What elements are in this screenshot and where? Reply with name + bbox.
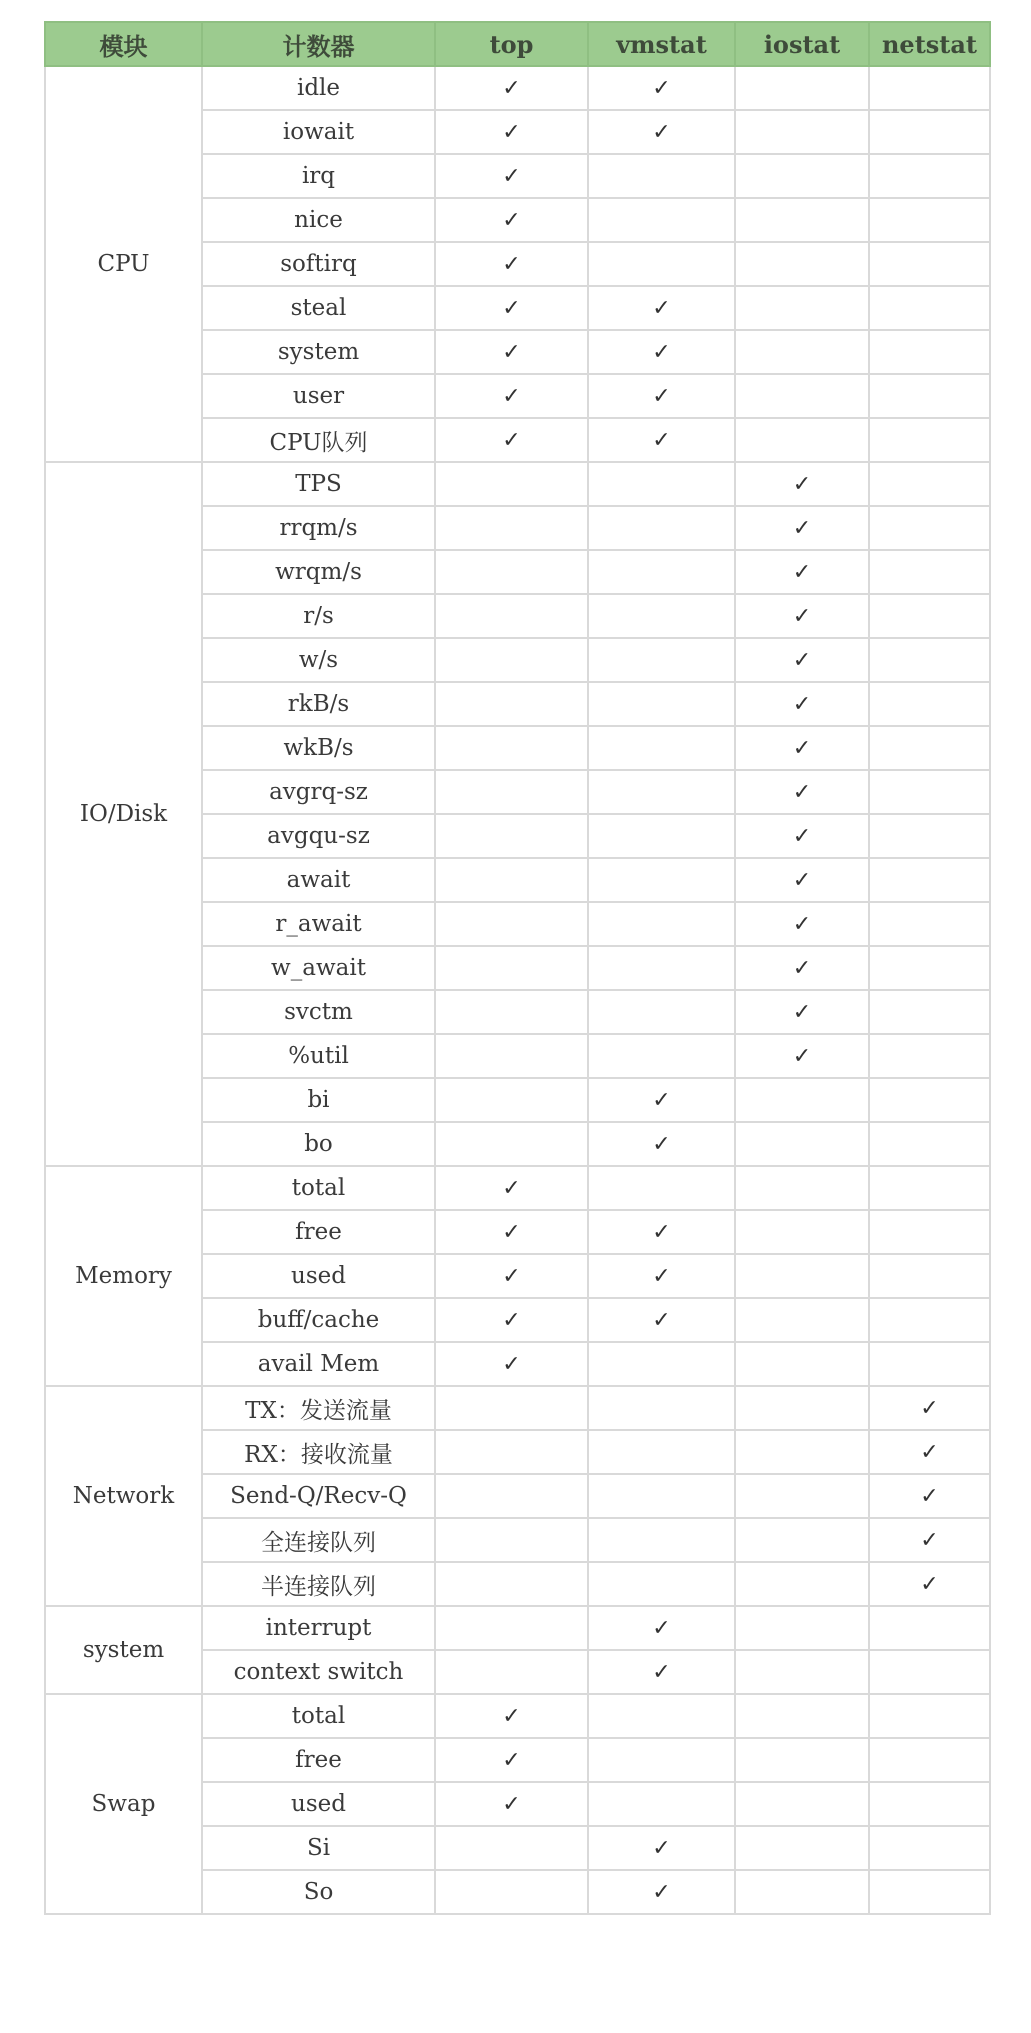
top-check-cell [435, 1254, 588, 1298]
top-check-cell [435, 1210, 588, 1254]
check-icon: ✓ [920, 1439, 939, 1465]
vmstat-check-cell [588, 550, 735, 594]
netstat-check-cell [869, 990, 990, 1034]
header-counter: 计数器 [202, 22, 435, 66]
netstat-check-cell [869, 1166, 990, 1210]
iostat-check-cell [735, 1254, 869, 1298]
check-icon: ✓ [502, 1791, 521, 1817]
counter-cell: r_await [202, 902, 435, 946]
vmstat-check-cell [588, 374, 735, 418]
counter-cell: r/s [202, 594, 435, 638]
vmstat-check-cell [588, 242, 735, 286]
vmstat-check-cell [588, 1738, 735, 1782]
iostat-check-cell [735, 110, 869, 154]
vmstat-check-cell [588, 1386, 735, 1430]
check-icon: ✓ [652, 427, 671, 453]
counter-cell: bo [202, 1122, 435, 1166]
counter-cell: avgrq-sz [202, 770, 435, 814]
check-icon: ✓ [792, 647, 812, 673]
top-check-cell [435, 66, 588, 110]
top-check-cell [435, 1518, 588, 1562]
counter-cell: iowait [202, 110, 435, 154]
vmstat-check-cell [588, 506, 735, 550]
check-icon: ✓ [652, 1263, 671, 1289]
counter-cell: interrupt [202, 1606, 435, 1650]
counter-cell: context switch [202, 1650, 435, 1694]
module-cell: Memory [45, 1166, 202, 1386]
vmstat-check-cell [588, 638, 735, 682]
top-check-cell [435, 726, 588, 770]
top-check-cell [435, 374, 588, 418]
top-check-cell [435, 110, 588, 154]
check-icon: ✓ [502, 383, 521, 409]
iostat-check-cell [735, 506, 869, 550]
netstat-check-cell [869, 550, 990, 594]
check-icon: ✓ [652, 1615, 671, 1641]
top-check-cell [435, 1606, 588, 1650]
iostat-check-cell [735, 1342, 869, 1386]
netstat-check-cell [869, 1518, 990, 1562]
check-icon: ✓ [502, 1747, 521, 1773]
top-check-cell [435, 990, 588, 1034]
netstat-check-cell [869, 1650, 990, 1694]
top-check-cell [435, 1694, 588, 1738]
top-check-cell [435, 682, 588, 726]
vmstat-check-cell [588, 1606, 735, 1650]
top-check-cell [435, 1078, 588, 1122]
check-icon: ✓ [502, 207, 521, 233]
netstat-check-cell [869, 1782, 990, 1826]
iostat-check-cell [735, 242, 869, 286]
netstat-check-cell [869, 594, 990, 638]
iostat-check-cell [735, 1562, 869, 1606]
iostat-check-cell [735, 770, 869, 814]
iostat-check-cell [735, 330, 869, 374]
netstat-check-cell [869, 770, 990, 814]
iostat-check-cell [735, 1386, 869, 1430]
check-icon: ✓ [502, 163, 521, 189]
counter-cell: rrqm/s [202, 506, 435, 550]
top-check-cell [435, 814, 588, 858]
netstat-check-cell [869, 66, 990, 110]
iostat-check-cell [735, 1474, 869, 1518]
netstat-check-cell [869, 1342, 990, 1386]
vmstat-check-cell [588, 1826, 735, 1870]
check-icon: ✓ [502, 119, 521, 145]
module-cell: Network [45, 1386, 202, 1606]
vmstat-check-cell [588, 1870, 735, 1914]
vmstat-check-cell [588, 594, 735, 638]
check-icon: ✓ [502, 1219, 521, 1245]
netstat-check-cell [869, 1210, 990, 1254]
vmstat-check-cell [588, 462, 735, 506]
top-check-cell [435, 594, 588, 638]
vmstat-check-cell [588, 946, 735, 990]
netstat-check-cell [869, 1430, 990, 1474]
module-cell: CPU [45, 66, 202, 462]
top-check-cell [435, 1386, 588, 1430]
top-check-cell [435, 1166, 588, 1210]
vmstat-check-cell [588, 814, 735, 858]
iostat-check-cell [735, 1166, 869, 1210]
netstat-check-cell [869, 1606, 990, 1650]
counter-cell: total [202, 1694, 435, 1738]
iostat-check-cell [735, 1870, 869, 1914]
iostat-check-cell [735, 1606, 869, 1650]
check-icon: ✓ [652, 1835, 671, 1861]
counter-cell: %util [202, 1034, 435, 1078]
iostat-check-cell [735, 1078, 869, 1122]
counter-cell: w_await [202, 946, 435, 990]
counter-cell: free [202, 1738, 435, 1782]
counter-cell: So [202, 1870, 435, 1914]
iostat-check-cell [735, 1782, 869, 1826]
counter-cell: used [202, 1254, 435, 1298]
vmstat-check-cell [588, 1782, 735, 1826]
iostat-check-cell [735, 990, 869, 1034]
vmstat-check-cell [588, 902, 735, 946]
counter-cell: Si [202, 1826, 435, 1870]
iostat-check-cell [735, 66, 869, 110]
netstat-check-cell [869, 682, 990, 726]
vmstat-check-cell [588, 66, 735, 110]
top-check-cell [435, 638, 588, 682]
header-row [45, 22, 990, 66]
check-icon: ✓ [502, 295, 521, 321]
header-netstat: netstat [869, 22, 990, 66]
check-icon: ✓ [502, 1351, 521, 1377]
iostat-check-cell [735, 1826, 869, 1870]
iostat-check-cell [735, 550, 869, 594]
netstat-check-cell [869, 726, 990, 770]
check-icon: ✓ [792, 559, 812, 585]
netstat-check-cell [869, 1386, 990, 1430]
vmstat-check-cell [588, 1034, 735, 1078]
counter-cell: user [202, 374, 435, 418]
table-row [45, 66, 990, 110]
top-check-cell [435, 550, 588, 594]
top-check-cell [435, 506, 588, 550]
vmstat-check-cell [588, 1694, 735, 1738]
check-icon: ✓ [652, 295, 671, 321]
counter-cell: used [202, 1782, 435, 1826]
check-icon: ✓ [792, 603, 812, 629]
check-icon: ✓ [502, 75, 521, 101]
top-check-cell [435, 1738, 588, 1782]
netstat-check-cell [869, 814, 990, 858]
top-check-cell [435, 902, 588, 946]
netstat-check-cell [869, 1254, 990, 1298]
counter-cell: bi [202, 1078, 435, 1122]
check-icon: ✓ [652, 339, 671, 365]
vmstat-check-cell [588, 110, 735, 154]
vmstat-check-cell [588, 858, 735, 902]
netstat-check-cell [869, 858, 990, 902]
vmstat-check-cell [588, 1474, 735, 1518]
netstat-check-cell [869, 1562, 990, 1606]
vmstat-check-cell [588, 1650, 735, 1694]
netstat-check-cell [869, 1694, 990, 1738]
check-icon: ✓ [652, 1307, 671, 1333]
netstat-check-cell [869, 1078, 990, 1122]
vmstat-check-cell [588, 1166, 735, 1210]
vmstat-check-cell [588, 1078, 735, 1122]
top-check-cell [435, 330, 588, 374]
counter-cell: wrqm/s [202, 550, 435, 594]
vmstat-check-cell [588, 990, 735, 1034]
iostat-check-cell [735, 154, 869, 198]
netstat-check-cell [869, 154, 990, 198]
iostat-check-cell [735, 198, 869, 242]
table-body [45, 66, 990, 1914]
check-icon: ✓ [502, 1703, 521, 1729]
module-cell: Swap [45, 1694, 202, 1914]
check-icon: ✓ [920, 1483, 939, 1509]
module-cell: IO/Disk [45, 462, 202, 1166]
counter-cell: rkB/s [202, 682, 435, 726]
netstat-check-cell [869, 1034, 990, 1078]
counter-cell: Send-Q/Recv-Q [202, 1474, 435, 1518]
iostat-check-cell [735, 374, 869, 418]
top-check-cell [435, 242, 588, 286]
vmstat-check-cell [588, 726, 735, 770]
top-check-cell [435, 1342, 588, 1386]
counter-cell: TX：发送流量 [202, 1386, 435, 1430]
top-check-cell [435, 154, 588, 198]
check-icon: ✓ [920, 1395, 939, 1421]
vmstat-check-cell [588, 682, 735, 726]
iostat-check-cell [735, 1518, 869, 1562]
counter-tool-table [44, 21, 991, 1915]
check-icon: ✓ [652, 1219, 671, 1245]
vmstat-check-cell [588, 286, 735, 330]
netstat-check-cell [869, 638, 990, 682]
check-icon: ✓ [792, 515, 812, 541]
netstat-check-cell [869, 1826, 990, 1870]
top-check-cell [435, 946, 588, 990]
top-check-cell [435, 1298, 588, 1342]
top-check-cell [435, 1430, 588, 1474]
counter-cell: irq [202, 154, 435, 198]
check-icon: ✓ [652, 1087, 671, 1113]
netstat-check-cell [869, 506, 990, 550]
iostat-check-cell [735, 1298, 869, 1342]
table-row [45, 1694, 990, 1738]
netstat-check-cell [869, 946, 990, 990]
vmstat-check-cell [588, 1210, 735, 1254]
counter-cell: avail Mem [202, 1342, 435, 1386]
check-icon: ✓ [652, 383, 671, 409]
vmstat-check-cell [588, 1298, 735, 1342]
iostat-check-cell [735, 726, 869, 770]
counter-cell: total [202, 1166, 435, 1210]
counter-cell: steal [202, 286, 435, 330]
check-icon: ✓ [792, 823, 812, 849]
counter-cell: await [202, 858, 435, 902]
check-icon: ✓ [652, 1131, 671, 1157]
check-icon: ✓ [920, 1571, 939, 1597]
netstat-check-cell [869, 1298, 990, 1342]
top-check-cell [435, 1562, 588, 1606]
netstat-check-cell [869, 286, 990, 330]
iostat-check-cell [735, 1210, 869, 1254]
counter-cell: 全连接队列 [202, 1518, 435, 1562]
vmstat-check-cell [588, 418, 735, 462]
netstat-check-cell [869, 330, 990, 374]
check-icon: ✓ [792, 779, 812, 805]
iostat-check-cell [735, 1430, 869, 1474]
netstat-check-cell [869, 1738, 990, 1782]
check-icon: ✓ [792, 471, 812, 497]
table-row [45, 462, 990, 506]
counter-cell: svctm [202, 990, 435, 1034]
counter-cell: buff/cache [202, 1298, 435, 1342]
top-check-cell [435, 1650, 588, 1694]
table-row [45, 1386, 990, 1430]
vmstat-check-cell [588, 198, 735, 242]
netstat-check-cell [869, 902, 990, 946]
check-icon: ✓ [502, 339, 521, 365]
check-icon: ✓ [792, 691, 812, 717]
counter-cell: avgqu-sz [202, 814, 435, 858]
vmstat-check-cell [588, 154, 735, 198]
check-icon: ✓ [652, 1879, 671, 1905]
check-icon: ✓ [792, 735, 812, 761]
module-cell: system [45, 1606, 202, 1694]
check-icon: ✓ [792, 999, 812, 1025]
counter-cell: nice [202, 198, 435, 242]
top-check-cell [435, 418, 588, 462]
table-row [45, 1166, 990, 1210]
check-icon: ✓ [502, 1263, 521, 1289]
vmstat-check-cell [588, 1430, 735, 1474]
table-row [45, 1606, 990, 1650]
netstat-check-cell [869, 1122, 990, 1166]
iostat-check-cell [735, 1694, 869, 1738]
iostat-check-cell [735, 858, 869, 902]
check-icon: ✓ [652, 119, 671, 145]
header-top: top [435, 22, 588, 66]
top-check-cell [435, 1826, 588, 1870]
top-check-cell [435, 770, 588, 814]
check-icon: ✓ [502, 427, 521, 453]
vmstat-check-cell [588, 1562, 735, 1606]
iostat-check-cell [735, 462, 869, 506]
iostat-check-cell [735, 1738, 869, 1782]
check-icon: ✓ [502, 251, 521, 277]
check-icon: ✓ [502, 1175, 521, 1201]
iostat-check-cell [735, 814, 869, 858]
vmstat-check-cell [588, 1342, 735, 1386]
iostat-check-cell [735, 1034, 869, 1078]
counter-cell: CPU队列 [202, 418, 435, 462]
top-check-cell [435, 286, 588, 330]
check-icon: ✓ [652, 75, 671, 101]
iostat-check-cell [735, 682, 869, 726]
check-icon: ✓ [920, 1527, 939, 1553]
iostat-check-cell [735, 902, 869, 946]
iostat-check-cell [735, 638, 869, 682]
top-check-cell [435, 1870, 588, 1914]
netstat-check-cell [869, 242, 990, 286]
header-iostat: iostat [735, 22, 869, 66]
counter-cell: free [202, 1210, 435, 1254]
iostat-check-cell [735, 286, 869, 330]
top-check-cell [435, 1034, 588, 1078]
netstat-check-cell [869, 198, 990, 242]
iostat-check-cell [735, 946, 869, 990]
counter-cell: TPS [202, 462, 435, 506]
table-header [45, 22, 990, 66]
netstat-check-cell [869, 418, 990, 462]
top-check-cell [435, 858, 588, 902]
iostat-check-cell [735, 594, 869, 638]
counter-cell: RX：接收流量 [202, 1430, 435, 1474]
counter-cell: wkB/s [202, 726, 435, 770]
vmstat-check-cell [588, 1254, 735, 1298]
top-check-cell [435, 1782, 588, 1826]
check-icon: ✓ [502, 1307, 521, 1333]
vmstat-check-cell [588, 770, 735, 814]
iostat-check-cell [735, 1122, 869, 1166]
netstat-check-cell [869, 1870, 990, 1914]
header-vmstat: vmstat [588, 22, 735, 66]
check-icon: ✓ [792, 911, 812, 937]
counter-cell: w/s [202, 638, 435, 682]
top-check-cell [435, 1474, 588, 1518]
counter-cell: softirq [202, 242, 435, 286]
header-module: 模块 [45, 22, 202, 66]
counter-cell: system [202, 330, 435, 374]
counter-cell: idle [202, 66, 435, 110]
vmstat-check-cell [588, 1518, 735, 1562]
vmstat-check-cell [588, 1122, 735, 1166]
vmstat-check-cell [588, 330, 735, 374]
netstat-check-cell [869, 462, 990, 506]
iostat-check-cell [735, 418, 869, 462]
netstat-check-cell [869, 374, 990, 418]
check-icon: ✓ [792, 1043, 812, 1069]
top-check-cell [435, 1122, 588, 1166]
check-icon: ✓ [792, 955, 812, 981]
top-check-cell [435, 198, 588, 242]
check-icon: ✓ [792, 867, 812, 893]
counter-cell: 半连接队列 [202, 1562, 435, 1606]
netstat-check-cell [869, 110, 990, 154]
netstat-check-cell [869, 1474, 990, 1518]
check-icon: ✓ [652, 1659, 671, 1685]
iostat-check-cell [735, 1650, 869, 1694]
top-check-cell [435, 462, 588, 506]
